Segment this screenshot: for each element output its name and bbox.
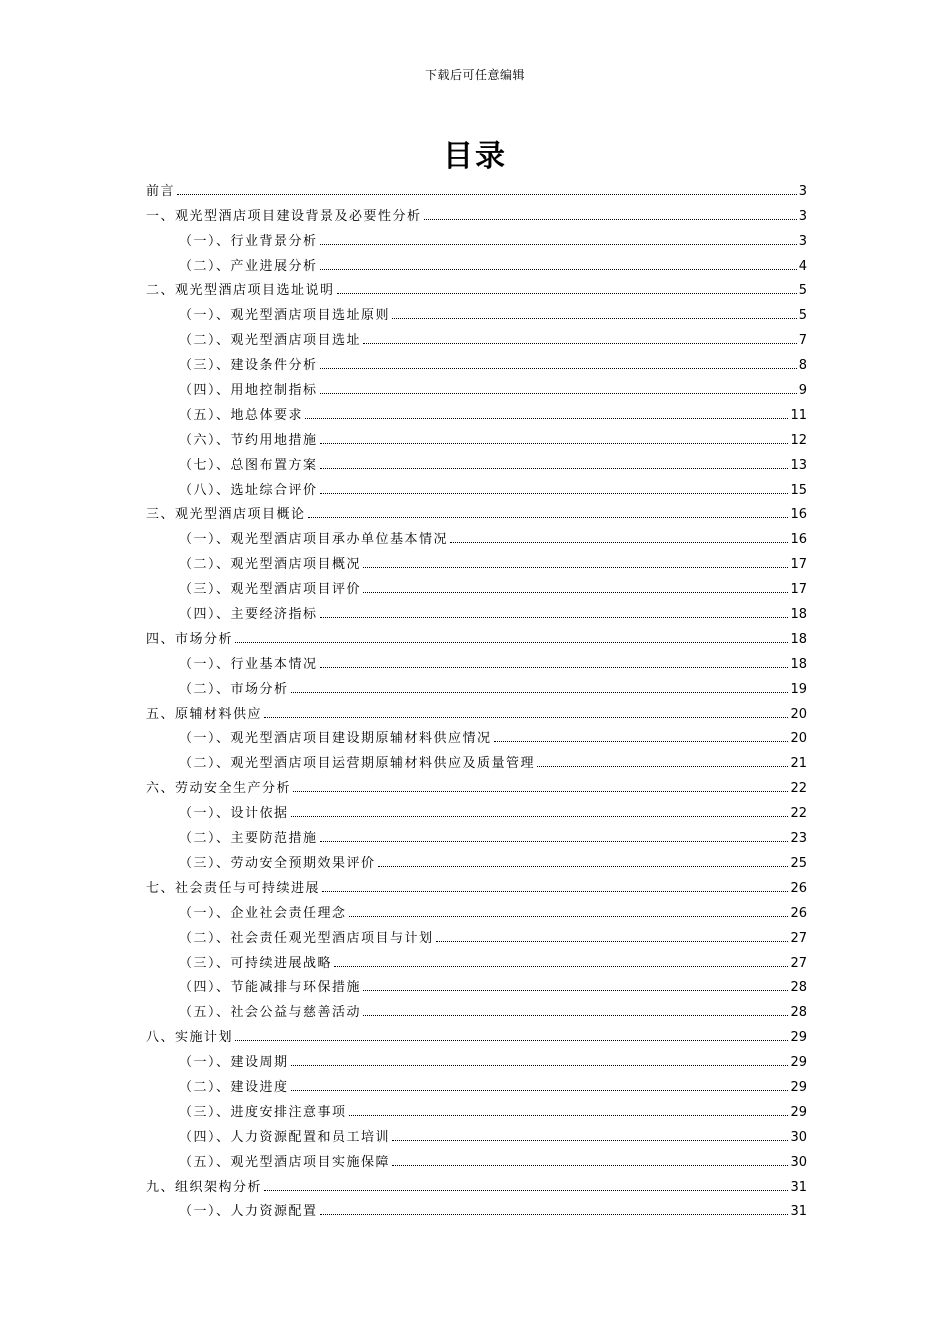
toc-entry-page-number: 30 (790, 1129, 807, 1145)
toc-entry-title: 五、原辅材料供应 (146, 706, 263, 722)
toc-entry-title: （一）、观光型酒店项目建设期原辅材料供应情况 (179, 731, 492, 747)
toc-entry-title: 一、观光型酒店项目建设背景及必要性分析 (146, 208, 422, 224)
toc-dot-leader (291, 1065, 789, 1066)
toc-entry-page-number: 28 (790, 980, 807, 996)
toc-entry-title: （二）、市场分析 (179, 681, 289, 697)
toc-dot-leader (363, 343, 797, 344)
toc-dot-leader (264, 717, 788, 718)
toc-dot-leader (320, 617, 789, 618)
toc-entry[interactable] (146, 374, 807, 399)
toc-entry-page-number: 4 (798, 258, 807, 274)
toc-entry-page-number: 29 (790, 1030, 807, 1046)
toc-entry-title: （二）、主要防范措施 (179, 831, 318, 847)
toc-entry-page-number: 15 (790, 482, 807, 498)
toc-entry-title: （七）、总图布置方案 (179, 457, 318, 473)
toc-dot-leader (537, 766, 788, 767)
toc-entry-title: （一）、建设周期 (179, 1055, 289, 1071)
toc-entry-page-number: 19 (790, 681, 807, 697)
toc-dot-leader (291, 1090, 789, 1091)
toc-entry-title: 七、社会责任与可持续进展 (146, 880, 321, 896)
toc-dot-leader (320, 493, 789, 494)
toc-dot-leader (334, 966, 788, 967)
table-of-contents (146, 175, 807, 1220)
toc-entry-title: （三）、劳动安全预期效果评价 (179, 855, 376, 871)
toc-entry-page-number: 22 (790, 806, 807, 822)
toc-dot-leader (363, 1015, 788, 1016)
toc-entry[interactable] (146, 797, 807, 822)
toc-dot-leader (363, 990, 788, 991)
toc-entry[interactable] (146, 175, 807, 200)
toc-entry[interactable] (146, 698, 807, 723)
toc-entry-page-number: 5 (798, 283, 807, 299)
toc-entry-title: （二）、社会责任观光型酒店项目与计划 (179, 930, 434, 946)
toc-entry-page-number: 27 (790, 955, 807, 971)
toc-entry[interactable] (146, 673, 807, 698)
toc-entry-page-number: 13 (790, 457, 807, 473)
toc-entry-page-number: 18 (790, 656, 807, 672)
toc-dot-leader (349, 1115, 789, 1116)
toc-entry-title: （四）、用地控制指标 (179, 383, 318, 399)
toc-dot-leader (291, 816, 789, 817)
toc-entry-title: （三）、观光型酒店项目评价 (179, 582, 362, 598)
toc-entry-page-number: 17 (790, 582, 807, 598)
toc-entry[interactable] (146, 225, 807, 250)
toc-entry-title: （五）、社会公益与慈善活动 (179, 1005, 362, 1021)
toc-entry-title: 八、实施计划 (146, 1030, 234, 1046)
toc-entry-page-number: 28 (790, 1005, 807, 1021)
toc-entry[interactable] (146, 499, 807, 524)
toc-entry[interactable] (146, 623, 807, 648)
toc-entry[interactable] (146, 972, 807, 997)
toc-dot-leader (320, 244, 797, 245)
toc-entry-title: 九、组织架构分析 (146, 1179, 263, 1195)
toc-entry[interactable] (146, 548, 807, 573)
toc-dot-leader (337, 293, 797, 294)
toc-dot-leader (320, 468, 789, 469)
toc-entry-title: （一）、观光型酒店项目承办单位基本情况 (179, 532, 449, 548)
toc-entry-page-number: 22 (790, 781, 807, 797)
toc-entry[interactable] (146, 922, 807, 947)
toc-entry-title: （二）、观光型酒店项目概况 (179, 557, 362, 573)
toc-dot-leader (392, 1140, 788, 1141)
toc-entry-title: （六）、节约用地措施 (179, 432, 318, 448)
toc-dot-leader (392, 1165, 788, 1166)
toc-dot-leader (320, 269, 797, 270)
toc-entry-page-number: 25 (790, 855, 807, 871)
toc-entry-page-number: 21 (790, 756, 807, 772)
toc-entry[interactable] (146, 349, 807, 374)
toc-entry-title: （二）、观光型酒店项目选址 (179, 333, 362, 349)
toc-entry[interactable] (146, 200, 807, 225)
toc-dot-leader (436, 941, 789, 942)
toc-entry-title: （四）、人力资源配置和员工培训 (179, 1129, 391, 1145)
toc-entry[interactable] (146, 1071, 807, 1096)
toc-entry-page-number: 8 (798, 358, 807, 374)
toc-entry[interactable] (146, 523, 807, 548)
toc-entry[interactable] (146, 1146, 807, 1171)
toc-entry-page-number: 5 (798, 308, 807, 324)
toc-entry-title: 二、观光型酒店项目选址说明 (146, 283, 335, 299)
toc-entry[interactable] (146, 1021, 807, 1046)
toc-dot-leader (235, 642, 788, 643)
toc-entry-page-number: 26 (790, 905, 807, 921)
toc-entry-page-number: 27 (790, 930, 807, 946)
toc-entry[interactable] (146, 1171, 807, 1196)
toc-entry-title: （五）、地总体要求 (179, 407, 304, 423)
toc-dot-leader (320, 1214, 789, 1215)
toc-entry[interactable] (146, 275, 807, 300)
toc-entry-page-number: 31 (790, 1179, 807, 1195)
toc-dot-leader (494, 741, 789, 742)
toc-entry[interactable] (146, 947, 807, 972)
toc-dot-leader (320, 443, 789, 444)
toc-entry[interactable] (146, 1096, 807, 1121)
toc-dot-leader (320, 393, 797, 394)
toc-entry-page-number: 7 (798, 333, 807, 349)
toc-entry[interactable] (146, 250, 807, 275)
toc-entry-title: （八）、选址综合评价 (179, 482, 318, 498)
toc-entry-page-number: 11 (790, 407, 807, 423)
toc-entry[interactable] (146, 772, 807, 797)
toc-entry-title: （三）、可持续进展战略 (179, 955, 333, 971)
toc-dot-leader (363, 567, 788, 568)
toc-entry-title: 六、劳动安全生产分析 (146, 781, 292, 797)
toc-entry-page-number: 12 (790, 432, 807, 448)
toc-entry[interactable] (146, 324, 807, 349)
toc-dot-leader (235, 1040, 788, 1041)
toc-entry-title: （三）、进度安排注意事项 (179, 1104, 347, 1120)
toc-entry[interactable] (146, 449, 807, 474)
toc-entry[interactable] (146, 573, 807, 598)
toc-dot-leader (322, 891, 788, 892)
toc-entry-page-number: 17 (790, 557, 807, 573)
toc-entry-title: （二）、建设进度 (179, 1079, 289, 1095)
toc-entry-page-number: 9 (798, 383, 807, 399)
toc-dot-leader (378, 866, 789, 867)
toc-dot-leader (305, 418, 788, 419)
toc-entry[interactable] (146, 598, 807, 623)
toc-entry-page-number: 20 (790, 706, 807, 722)
toc-dot-leader (320, 368, 797, 369)
toc-entry-title: （一）、人力资源配置 (179, 1204, 318, 1220)
toc-entry-title: （二）、产业进展分析 (179, 258, 318, 274)
toc-dot-leader (349, 916, 789, 917)
toc-entry-title: （一）、企业社会责任理念 (179, 905, 347, 921)
toc-entry-title: （五）、观光型酒店项目实施保障 (179, 1154, 391, 1170)
toc-entry-page-number: 29 (790, 1055, 807, 1071)
toc-entry[interactable] (146, 399, 807, 424)
toc-entry-page-number: 3 (798, 208, 807, 224)
toc-entry[interactable] (146, 299, 807, 324)
toc-entry-page-number: 29 (790, 1104, 807, 1120)
toc-entry-title: （四）、节能减排与环保措施 (179, 980, 362, 996)
toc-dot-leader (424, 219, 797, 220)
toc-entry-page-number: 31 (790, 1204, 807, 1220)
toc-entry-page-number: 18 (790, 607, 807, 623)
toc-entry-page-number: 23 (790, 831, 807, 847)
toc-entry-title: （四）、主要经济指标 (179, 607, 318, 623)
toc-entry-title: 前言 (146, 183, 176, 199)
toc-entry[interactable] (146, 996, 807, 1021)
toc-entry[interactable] (146, 1121, 807, 1146)
page-title: 目录 (443, 139, 507, 174)
toc-entry[interactable] (146, 1196, 807, 1221)
toc-entry-page-number: 29 (790, 1079, 807, 1095)
toc-entry-title: （一）、行业背景分析 (179, 233, 318, 249)
toc-entry[interactable] (146, 723, 807, 748)
page-header: 下载后可任意编辑 (424, 68, 525, 82)
toc-dot-leader (450, 542, 788, 543)
toc-entry-title: （一）、行业基本情况 (179, 656, 318, 672)
toc-entry-page-number: 16 (790, 532, 807, 548)
toc-entry-page-number: 16 (790, 507, 807, 523)
toc-entry[interactable] (146, 897, 807, 922)
toc-dot-leader (291, 692, 789, 693)
toc-entry-page-number: 26 (790, 880, 807, 896)
toc-dot-leader (264, 1190, 788, 1191)
toc-entry[interactable] (146, 474, 807, 499)
toc-entry-page-number: 30 (790, 1154, 807, 1170)
toc-entry[interactable] (146, 424, 807, 449)
toc-entry-page-number: 20 (790, 731, 807, 747)
toc-entry-title: 四、市场分析 (146, 631, 234, 647)
toc-entry[interactable] (146, 847, 807, 872)
toc-dot-leader (308, 517, 789, 518)
toc-dot-leader (320, 841, 789, 842)
toc-entry-title: （一）、观光型酒店项目选址原则 (179, 308, 391, 324)
toc-entry-title: （一）、设计依据 (179, 806, 289, 822)
toc-entry[interactable] (146, 872, 807, 897)
toc-entry-page-number: 3 (798, 183, 807, 199)
toc-dot-leader (392, 318, 797, 319)
toc-entry[interactable] (146, 822, 807, 847)
toc-entry-title: （三）、建设条件分析 (179, 358, 318, 374)
toc-entry[interactable] (146, 1046, 807, 1071)
toc-dot-leader (293, 791, 788, 792)
toc-entry-page-number: 18 (790, 631, 807, 647)
toc-dot-leader (320, 667, 789, 668)
toc-entry[interactable] (146, 747, 807, 772)
toc-entry-title: （二）、观光型酒店项目运营期原辅材料供应及质量管理 (179, 756, 536, 772)
toc-dot-leader (177, 194, 797, 195)
toc-entry-title: 三、观光型酒店项目概论 (146, 507, 306, 523)
toc-entry[interactable] (146, 648, 807, 673)
toc-entry-page-number: 3 (798, 233, 807, 249)
toc-dot-leader (363, 592, 788, 593)
